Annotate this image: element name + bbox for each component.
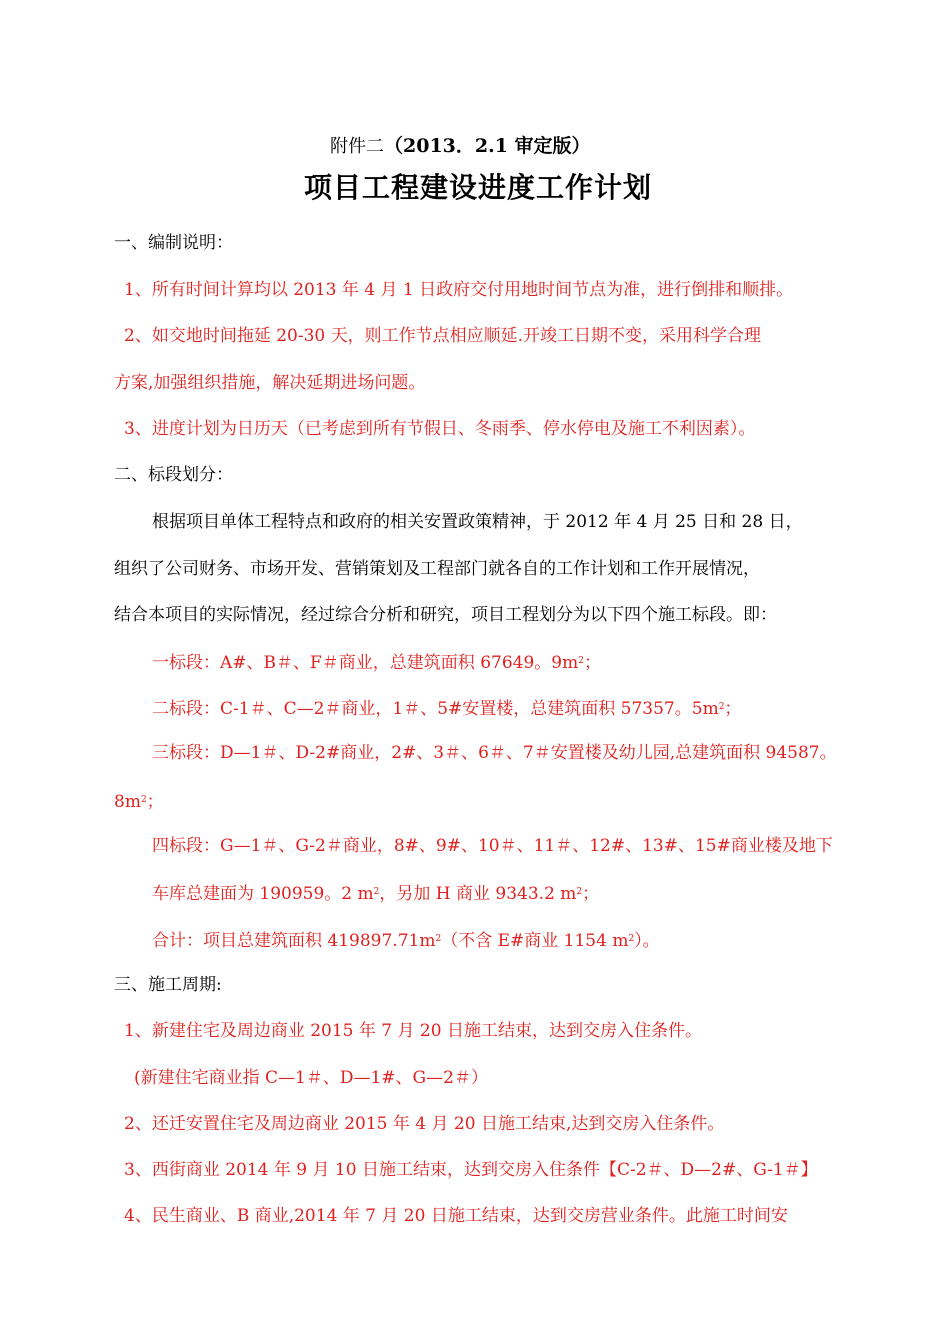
superscript: 2	[373, 887, 380, 897]
superscript: 2	[718, 702, 725, 712]
total-area-exclusion: （不含 E#商业 1154 m	[441, 931, 629, 951]
section3-heading: 三、施工周期:	[114, 975, 222, 995]
segment4-area: 车库总建面为 190959。2 m	[152, 884, 374, 904]
section1-item1: 1、所有时间计算均以 2013 年 4 月 1 日政府交付用地时间节点为准，进行倒排和顺排。	[124, 280, 794, 300]
section2-para-line2: 组织了公司财务、市场开发、营销策划及工程部门就各自的工作计划和工作开展情况，	[114, 559, 760, 579]
superscript: 2	[628, 934, 635, 944]
section3-item2: 2、还迁安置住宅及周边商业 2015 年 4 月 20 日施工结束,达到交房入住条件。	[124, 1114, 725, 1134]
section1-heading: 一、编制说明：	[114, 233, 233, 253]
total-area-end: ）。	[634, 931, 660, 951]
total-area-text: 合计：项目总建筑面积 419897.71m	[152, 931, 436, 951]
segment1	[152, 649, 601, 675]
superscript: 2	[435, 934, 442, 944]
superscript: 2	[140, 795, 147, 805]
section3-item4: 4、民生商业、B 商业,2014 年 7 月 20 日施工结束，达到交房营业条件。此施工时间安	[124, 1206, 788, 1226]
segment3-line1: 三标段：D—1＃、D-2#商业，2#、3＃、6＃、7＃安置楼及幼儿园,总建筑面积 94587。	[152, 743, 837, 763]
section1-item2-line1: 2、如交地时间拖延 20-30 天，则工作节点相应顺延.开竣工日期不变，采用科学合理	[124, 326, 762, 346]
segment3-line2	[114, 788, 164, 814]
superscript: 2	[576, 887, 583, 897]
segment2-text: 二标段：C-1＃、C—2＃商业，1＃、5#安置楼，总建筑面积 57357。5m	[152, 699, 719, 719]
total-area	[152, 927, 660, 953]
section1-item3: 3、进度计划为日历天（已考虑到所有节假日、冬雨季、停水停电及施工不利因素）。	[124, 419, 756, 439]
superscript: 2	[578, 656, 584, 666]
segment3-area: 8m	[114, 792, 141, 812]
segment3-end: ；	[146, 792, 164, 812]
doc-subtitle	[330, 134, 591, 159]
section1-item2-line2: 方案,加强组织措施，解决延期进场问题。	[114, 373, 426, 393]
segment4-extra: ，另加 H 商业 9343.2 m	[379, 884, 577, 904]
doc-title: 项目工程建设进度工作计划	[304, 171, 653, 204]
section2-para-line1: 根据项目单体工程特点和政府的相关安置政策精神，于 2012 年 4 月 25 日和 28 日，	[152, 512, 803, 532]
segment4-end: ；	[582, 884, 600, 904]
segment2-end: ；	[724, 699, 742, 719]
segment4-line2	[152, 880, 599, 906]
section3-item1-note: (新建住宅商业指 C—1＃、D—1#、G—2＃）	[134, 1068, 488, 1088]
version-label: （2013．2.1 审定版）	[384, 135, 591, 157]
segment1-end: ；	[583, 653, 601, 673]
attachment-prefix: 附件二	[330, 136, 384, 157]
section3-item1: 1、新建住宅及周边商业 2015 年 7 月 20 日施工结束，达到交房入住条件。	[124, 1021, 702, 1041]
segment2	[152, 695, 741, 721]
section2-heading: 二、标段划分：	[114, 465, 233, 485]
segment1-text: 一标段：A#、B＃、F＃商业，总建筑面积 67649。9m	[152, 653, 579, 673]
segment4-line1: 四标段：G—1＃、G-2＃商业，8#、9#、10＃、11＃、12#、13#、15#商业楼及地下	[152, 836, 833, 856]
section2-para-line3: 结合本项目的实际情况，经过综合分析和研究，项目工程划分为以下四个施工标段。即：	[114, 605, 777, 625]
section3-item3: 3、西街商业 2014 年 9 月 10 日施工结束，达到交房入住条件【C-2＃、D—2#、G-1＃】	[124, 1160, 818, 1180]
